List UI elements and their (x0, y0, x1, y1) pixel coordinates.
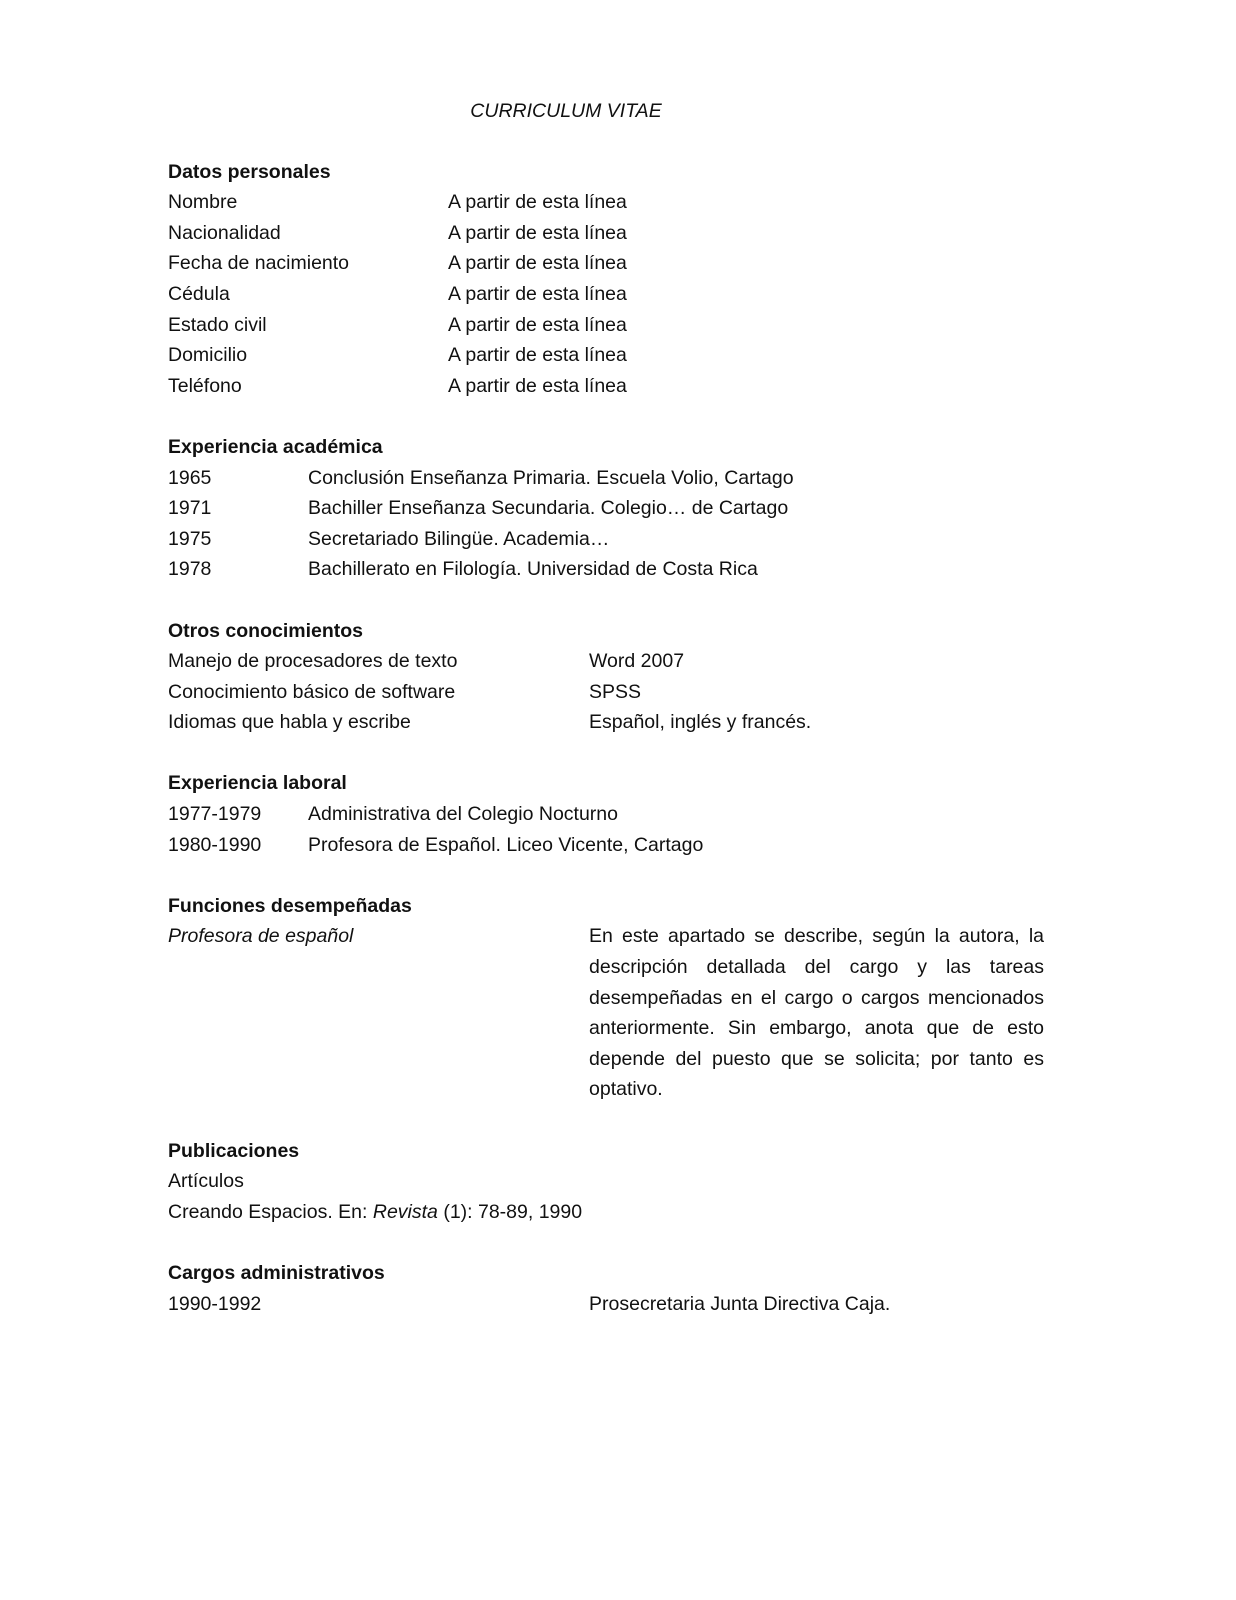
personal-data-heading: Datos personales (168, 160, 331, 183)
skills-value: Word 2007 (589, 650, 685, 673)
publication-journal: Revista (372, 1200, 438, 1223)
skills-row (168, 707, 1044, 738)
work-row (168, 830, 1044, 861)
skills-section (168, 616, 1044, 738)
publications-category: Artículos (168, 1170, 244, 1193)
publications-section (168, 1136, 1044, 1228)
work-text: Administrativa del Colegio Nocturno (308, 803, 618, 826)
academic-row (168, 524, 1044, 555)
admin-heading: Cargos administrativos (168, 1261, 385, 1284)
cv-page (168, 96, 1044, 1350)
academic-row (168, 554, 1044, 585)
skills-row (168, 677, 1044, 708)
academic-year: 1971 (168, 497, 212, 520)
publication-title: Creando Espacios. En: (168, 1200, 373, 1223)
functions-section (168, 891, 1044, 1105)
personal-value: A partir de esta línea (448, 344, 627, 367)
admin-row (168, 1289, 1044, 1320)
personal-row-phone (168, 371, 1044, 402)
skills-heading: Otros conocimientos (168, 619, 364, 642)
personal-label: Cédula (168, 282, 230, 305)
academic-row (168, 493, 1044, 524)
personal-label: Fecha de nacimiento (168, 252, 350, 275)
personal-label: Teléfono (168, 374, 242, 397)
personal-data-section (168, 157, 1044, 402)
skills-label: Manejo de procesadores de texto (168, 650, 458, 673)
academic-row (168, 463, 1044, 494)
document-title: CURRICULUM VITAE (470, 100, 662, 122)
academic-text: Bachiller Enseñanza Secundaria. Colegio… de Cartago (308, 497, 789, 520)
personal-label: Nombre (168, 191, 238, 214)
skills-label: Idiomas que habla y escribe (168, 711, 411, 734)
work-row (168, 799, 1044, 830)
publication-item (168, 1197, 1044, 1228)
work-period: 1980-1990 (168, 833, 262, 856)
work-period: 1977-1979 (168, 803, 262, 826)
skills-value: Español, inglés y francés. (589, 711, 812, 734)
work-text: Profesora de Español. Liceo Vicente, Cartago (308, 833, 704, 856)
admin-text: Prosecretaria Junta Directiva Caja. (589, 1292, 891, 1315)
work-heading: Experiencia laboral (168, 772, 347, 795)
personal-row-name (168, 187, 1044, 218)
academic-section (168, 432, 1044, 585)
personal-label: Domicilio (168, 344, 248, 367)
academic-text: Secretariado Bilingüe. Academia… (308, 527, 610, 550)
functions-heading: Funciones desempeñadas (168, 894, 412, 917)
functions-role: Profesora de español (168, 925, 354, 948)
personal-row-marital-status (168, 310, 1044, 341)
functions-description: En este apartado se describe, según la autora, la descripción detallada del cargo y las tareas desempeñadas en el cargo o cargos mencionados anteriormente. Sin embargo, anota que de esto depende del puesto que se solicita; por tanto es optativo. (589, 925, 1044, 1101)
personal-label: Estado civil (168, 313, 267, 336)
personal-value: A partir de esta línea (448, 191, 627, 214)
publication-details: (1): 78-89, 1990 (437, 1200, 583, 1223)
academic-heading: Experiencia académica (168, 435, 383, 458)
personal-value: A partir de esta línea (448, 221, 627, 244)
work-section (168, 768, 1044, 860)
skills-value: SPSS (589, 680, 642, 703)
functions-row (168, 921, 1044, 1105)
personal-row-birthdate (168, 248, 1044, 279)
academic-year: 1978 (168, 558, 212, 581)
personal-row-address (168, 340, 1044, 371)
personal-label: Nacionalidad (168, 221, 281, 244)
academic-text: Conclusión Enseñanza Primaria. Escuela Volio, Cartago (308, 466, 794, 489)
publications-heading: Publicaciones (168, 1139, 300, 1162)
academic-text: Bachillerato en Filología. Universidad de Costa Rica (308, 558, 758, 581)
academic-year: 1975 (168, 527, 212, 550)
admin-period: 1990-1992 (168, 1292, 262, 1315)
academic-year: 1965 (168, 466, 212, 489)
skills-row (168, 646, 1044, 677)
personal-value: A partir de esta línea (448, 313, 627, 336)
personal-value: A partir de esta línea (448, 282, 627, 305)
personal-row-id (168, 279, 1044, 310)
personal-value: A partir de esta línea (448, 374, 627, 397)
personal-value: A partir de esta línea (448, 252, 627, 275)
personal-row-nationality (168, 218, 1044, 249)
skills-label: Conocimiento básico de software (168, 680, 456, 703)
admin-section (168, 1258, 1044, 1319)
